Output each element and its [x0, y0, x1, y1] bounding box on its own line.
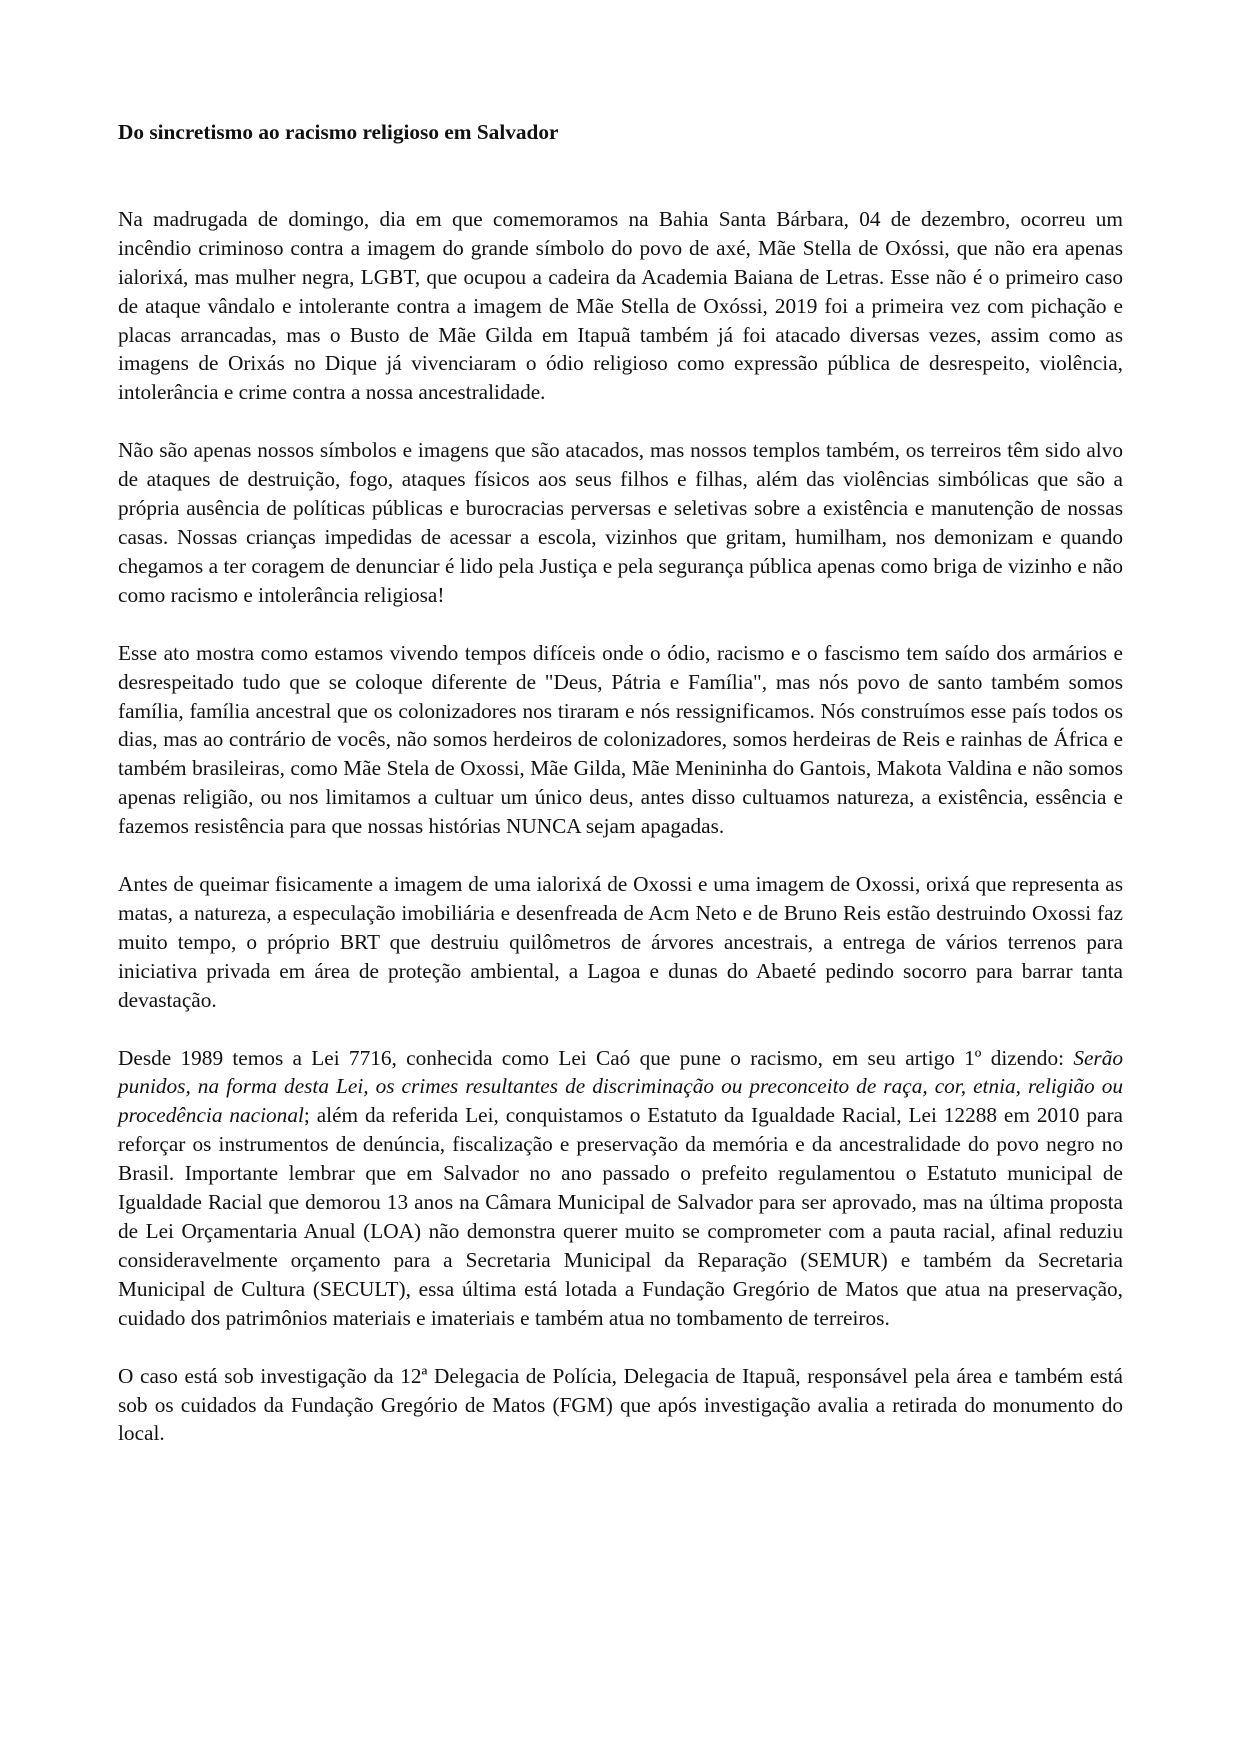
paragraph-2: Não são apenas nossos símbolos e imagens que são atacados, mas nossos templos também, os terreiros têm sido alvo de ataques de destruição, fogo, ataques físicos aos seus filhos e filhas, além das violências simbólicas que são a própria ausência de políticas públicas e burocracias perversas e seletivas sobre a existência e manutenção de nossas casas. Nossas crianças impedidas de acessar a escola, vizinhos que gritam, humilham, nos demonizam e quando chegamos a ter coragem de denunciar é lido pela Justiça e pela segurança pública apenas como briga de vizinho e não como racismo e intolerância religiosa!: [118, 438, 1123, 607]
paragraph-1: Na madrugada de domingo, dia em que comemoramos na Bahia Santa Bárbara, 04 de dezembro, ocorreu um incêndio criminoso contra a imagem do grande símbolo do povo de axé, Mãe Stella de Oxóssi, que não era apenas ialorixá, mas mulher negra, LGBT, que ocupou a cadeira da Academia Baiana de Letras. Esse não é o primeiro caso de ataque vândalo e intolerante contra a imagem de Mãe Stella de Oxóssi, 2019 foi a primeira vez com pichação e placas arrancadas, mas o Busto de Mãe Gilda em Itapuã também já foi atacado diversas vezes, assim como as imagens de Orixás no Dique já vivenciaram o ódio religioso como expressão pública de desrespeito, violência, intolerância e crime contra a nossa ancestralidade.: [118, 206, 1123, 405]
document-title: Do sincretismo ao racismo religioso em Salvador: [118, 120, 559, 144]
paragraph-5: [118, 1044, 1123, 1333]
paragraph-5-rest: ; além da referida Lei, conquistamos o Estatuto da Igualdade Racial, Lei 12288 em 2010 para reforçar os instrumentos de denúncia, fiscalização e preservação da memória e da ancestralidade do povo negro no Brasil. Importante lembrar que em Salvador no ano passado o prefeito regulamentou o Estatuto municipal de Igualdade Racial que demorou 13 anos na Câmara Municipal de Salvador para ser aprovado, mas na última proposta de Lei Orçamentaria Anual (LOA) não demonstra querer muito se comprometer com a pauta racial, afinal reduziu consideravelmente orçamento para a Secretaria Municipal da Reparação (SEMUR) e também da Secretaria Municipal de Cultura (SECULT), essa última está lotada a Fundação Gregório de Matos que atua na preservação, cuidado dos patrimônios materiais e imateriais e também atua no tombamento de terreiros.: [118, 1103, 1123, 1330]
paragraph-5-intro: Desde 1989 temos a Lei 7716, conhecida como Lei Caó que pune o racismo, em seu artigo 1º dizendo:: [118, 1045, 1074, 1070]
paragraph-4: Antes de queimar fisicamente a imagem de uma ialorixá de Oxossi e uma imagem de Oxossi, orixá que representa as matas, a natureza, a especulação imobiliária e desenfreada de Acm Neto e de Bruno Reis estão destruindo Oxossi faz muito tempo, o próprio BRT que destruiu quilômetros de árvores ancestrais, a entrega de vários terrenos para iniciativa privada em área de proteção ambiental, a Lagoa e dunas do Abaeté pedindo socorro para barrar tanta devastação.: [118, 872, 1123, 1012]
paragraph-6: O caso está sob investigação da 12ª Delegacia de Polícia, Delegacia de Itapuã, responsável pela área e também está sob os cuidados da Fundação Gregório de Matos (FGM) que após investigação avalia a retirada do monumento do local.: [118, 1363, 1123, 1446]
document-body: [118, 118, 1123, 1448]
paragraph-3: Esse ato mostra como estamos vivendo tempos difíceis onde o ódio, racismo e o fascismo tem saído dos armários e desrespeitado tudo que se coloque diferente de "Deus, Pátria e Família", mas nós povo de santo também somos família, família ancestral que os colonizadores nos tiraram e nós ressignificamos. Nós construímos esse país todos os dias, mas ao contrário de vocês, não somos herdeiros de colonizadores, somos herdeiras de Reis e rainhas de África e também brasileiras, como Mãe Stela de Oxossi, Mãe Gilda, Mãe Menininha do Gantois, Makota Valdina e não somos apenas religião, ou nos limitamos a cultuar um único deus, antes disso cultuamos natureza, a existência, essência e fazemos resistência para que nossas histórias NUNCA sejam apagadas.: [118, 640, 1123, 839]
law-quote: Serão punidos, na forma desta Lei, os crimes resultantes de discriminação ou preconceito de raça, cor, etnia, religião ou procedência nacional: [118, 1045, 1123, 1128]
